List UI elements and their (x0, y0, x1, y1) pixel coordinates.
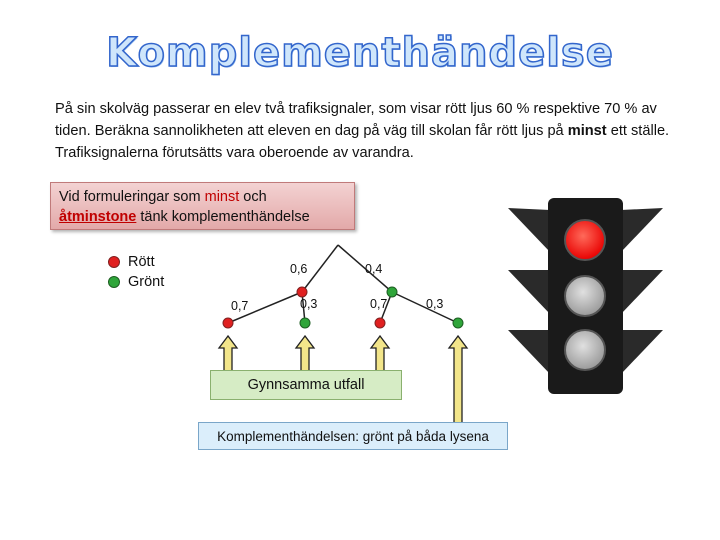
hint-word-minst: minst (204, 189, 240, 205)
node-green-green (453, 318, 463, 328)
favorable-outcomes-label: Gynnsamma utfall (210, 370, 402, 400)
branch-right-right (392, 292, 458, 323)
hint-prefix: Vid formuleringar som (59, 189, 205, 205)
node-red-red (223, 318, 233, 328)
arrow-up-long-icon (449, 336, 467, 424)
prob-left-left: 0,7 (231, 299, 249, 313)
legend-label-red: Rött (128, 254, 155, 270)
prob-root-right: 0,4 (365, 262, 383, 276)
arrow-up-icon (296, 336, 314, 372)
prob-left-right: 0,3 (300, 297, 318, 311)
hint-word-atminstone: åtminstone (59, 209, 137, 225)
problem-part2: ett ställe. Trafiksignalerna förutsätts vara oberoende av varandra. (55, 123, 670, 161)
prob-right-left: 0,7 (370, 297, 388, 311)
wing-right (621, 208, 663, 252)
hint-middle: och (239, 189, 267, 205)
arrow-up-icon (371, 336, 389, 372)
traffic-light-icon (503, 190, 668, 400)
node-green-red (375, 318, 385, 328)
complement-event-label: Komplementhändelsen: grönt på båda lysena (198, 422, 508, 450)
red-lamp (565, 220, 605, 260)
grey-lamp (565, 276, 605, 316)
node-green-level1 (387, 287, 397, 297)
branch-root-left (302, 245, 338, 292)
wing-right (621, 270, 663, 314)
legend-label-green: Grönt (128, 274, 165, 290)
prob-right-right: 0,3 (426, 297, 444, 311)
node-red-green (300, 318, 310, 328)
prob-root-left: 0,6 (290, 262, 308, 276)
wing-left (508, 208, 550, 252)
problem-bold-word: minst (567, 123, 607, 139)
wing-right (621, 330, 663, 374)
wing-left (508, 270, 550, 314)
wing-left (508, 330, 550, 374)
node-red-level1 (297, 287, 307, 297)
hint-suffix: tänk komplementhändelse (136, 209, 310, 225)
arrow-up-icon (219, 336, 237, 372)
grey-lamp (565, 330, 605, 370)
problem-part1: På sin skolväg passerar en elev två trafiksignaler, som visar rött ljus 60 % respektive 70 % av tiden. Beräkna sannolikheten att eleven en dag på väg till skolan får rött ljus på (55, 101, 657, 139)
page-title: Komplementhändelse (106, 30, 614, 76)
